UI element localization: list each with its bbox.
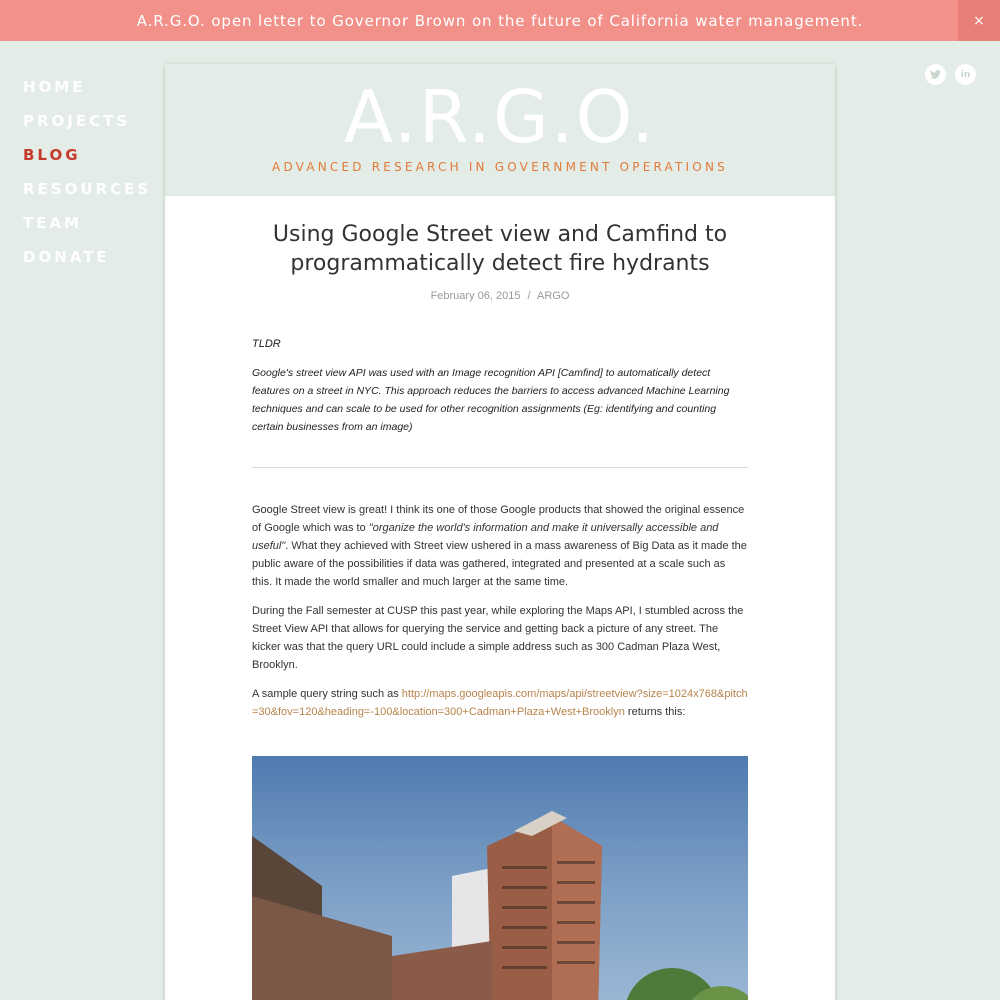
- social-links: [925, 64, 976, 85]
- nav-item-resources[interactable]: RESOURCES: [23, 180, 152, 198]
- post-title: Using Google Street view and Camfind to programmatically detect fire hydrants: [272, 222, 728, 276]
- tldr-text: Google's street view API was used with an Image recognition API [Camfind] to automatically detect features on a street in NYC. This approach reduces the barriers to access advanced Machine Learning techniques and can scale to be used for other recognition assignments (Eg: identifying and counting certain businesses from an image): [252, 367, 730, 433]
- brick-tower-side: [552, 816, 602, 1000]
- sidebar-nav: [23, 76, 151, 280]
- post-meta: [252, 290, 748, 302]
- site-title[interactable]: A.R.G.O.: [343, 75, 657, 159]
- paragraph-query-text: A sample query string such as: [252, 688, 402, 700]
- nav-item-team[interactable]: TEAM: [23, 214, 83, 232]
- street-view-photo: [252, 756, 748, 1000]
- blog-post: [165, 220, 835, 1000]
- announcement-link[interactable]: A.R.G.O. open letter to Governor Brown on the future of California water management.: [136, 11, 864, 30]
- google-mission-quote: "organize the world's information and make it universally accessible and useful": [252, 522, 719, 552]
- close-icon[interactable]: ×: [958, 0, 1000, 41]
- linkedin-icon[interactable]: in: [955, 64, 976, 85]
- announcement-banner: [0, 0, 1000, 41]
- nav-item-blog[interactable]: BLOG: [23, 146, 81, 164]
- paragraph-intro: [252, 501, 748, 591]
- paragraph-cusp: During the Fall semester at CUSP this past year, while exploring the Maps API, I stumbled across the Street View API that allows for querying the service and getting back a picture of any street. The kicker was that the query URL could include a simple address such as 300 Cadman Plaza West, Brooklyn.: [252, 605, 744, 671]
- site-masthead: [165, 64, 835, 196]
- nav-item-donate[interactable]: DONATE: [23, 248, 110, 266]
- twitter-icon[interactable]: [925, 64, 946, 85]
- paragraph-query-rest: returns this:: [624, 706, 686, 718]
- post-date: February 06, 2015: [430, 290, 521, 302]
- meta-separator: /: [527, 290, 531, 302]
- site-tagline: ADVANCED RESEARCH IN GOVERNMENT OPERATIONS: [272, 160, 728, 174]
- nav-item-projects[interactable]: PROJECTS: [23, 112, 131, 130]
- article-card: [165, 64, 835, 1000]
- street-view-illustration: [252, 756, 748, 1000]
- twitter-bird-glyph: [930, 70, 941, 79]
- section-divider: [252, 467, 748, 468]
- nav-item-home[interactable]: HOME: [23, 78, 86, 96]
- paragraph-intro-rest: . What they achieved with Street view ushered in a mass awareness of Big Data as it made the public aware of the possibilities if data was gathered, integrated and presented at a scale such as this. It made the world smaller and much larger at the same time.: [252, 540, 747, 588]
- post-author-link[interactable]: ARGO: [537, 290, 570, 302]
- paragraph-intro-text: Google Street view is great! I think its one of those Google products that showed the original essence of Google which was to: [252, 504, 745, 534]
- low-building: [392, 941, 492, 1000]
- streetview-query-link[interactable]: http://maps.googleapis.com/maps/api/streetview?size=1024x768&pitch=30&fov=120&heading=-100&location=300+Cadman+Plaza+West+Brooklyn: [252, 688, 748, 718]
- paragraph-query: [252, 685, 748, 721]
- tldr-label: TLDR: [252, 338, 281, 350]
